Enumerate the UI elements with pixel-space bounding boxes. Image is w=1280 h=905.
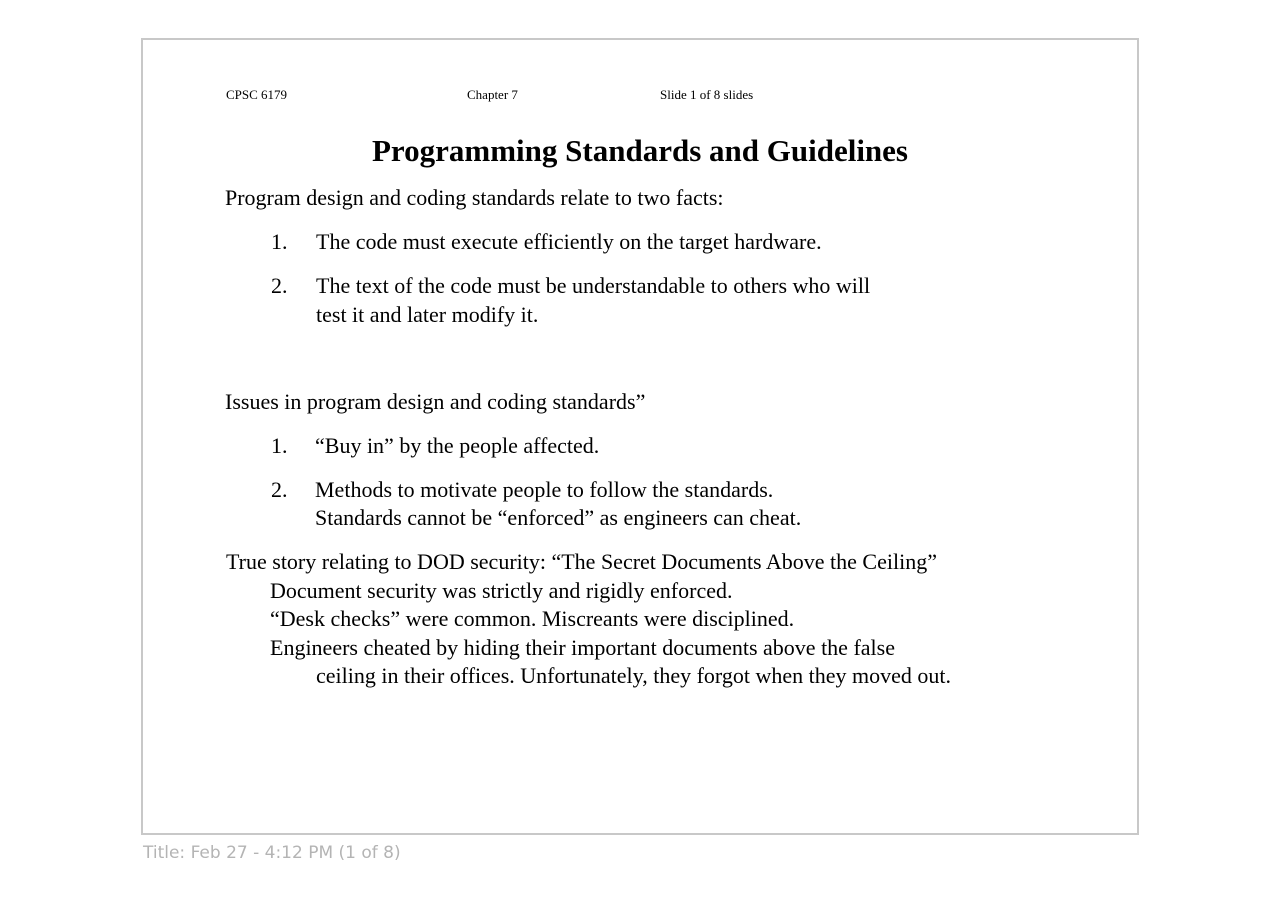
slide-title: Programming Standards and Guidelines bbox=[372, 133, 908, 168]
section2-item2-text-line1: Methods to motivate people to follow the standards. bbox=[315, 477, 774, 502]
section1-item1-number: 1. bbox=[271, 229, 288, 254]
section3-line3: Engineers cheated by hiding their important documents above the false bbox=[270, 635, 895, 660]
section1-item2-text-line2: test it and later modify it. bbox=[316, 302, 539, 327]
section1-item2-number: 2. bbox=[271, 273, 288, 298]
section2-item1-number: 1. bbox=[271, 433, 288, 458]
section2-intro: Issues in program design and coding standards” bbox=[225, 389, 646, 414]
section3-line2: “Desk checks” were common. Miscreants were disciplined. bbox=[270, 606, 795, 631]
section1-item2-text-line1: The text of the code must be understandable to others who will bbox=[316, 273, 871, 298]
section2-item2-text-line2: Standards cannot be “enforced” as engineers can cheat. bbox=[315, 505, 802, 530]
section1-item1-text: The code must execute efficiently on the target hardware. bbox=[316, 229, 822, 254]
slide-caption: Title: Feb 27 - 4:12 PM (1 of 8) bbox=[143, 843, 401, 863]
slide-page bbox=[141, 38, 1139, 835]
section1-intro: Program design and coding standards relate to two facts: bbox=[225, 185, 724, 210]
header-slide-counter: Slide 1 of 8 slides bbox=[660, 87, 754, 102]
section3-line4: ceiling in their offices. Unfortunately, they forgot when they moved out. bbox=[316, 663, 951, 688]
header-course: CPSC 6179 bbox=[226, 87, 288, 102]
section3-line1: Document security was strictly and rigidly enforced. bbox=[270, 578, 733, 603]
section2-item1-text: “Buy in” by the people affected. bbox=[315, 433, 600, 458]
header-chapter: Chapter 7 bbox=[467, 87, 518, 102]
section3-intro: True story relating to DOD security: “The Secret Documents Above the Ceiling” bbox=[226, 549, 937, 574]
section2-item2-number: 2. bbox=[271, 477, 288, 502]
